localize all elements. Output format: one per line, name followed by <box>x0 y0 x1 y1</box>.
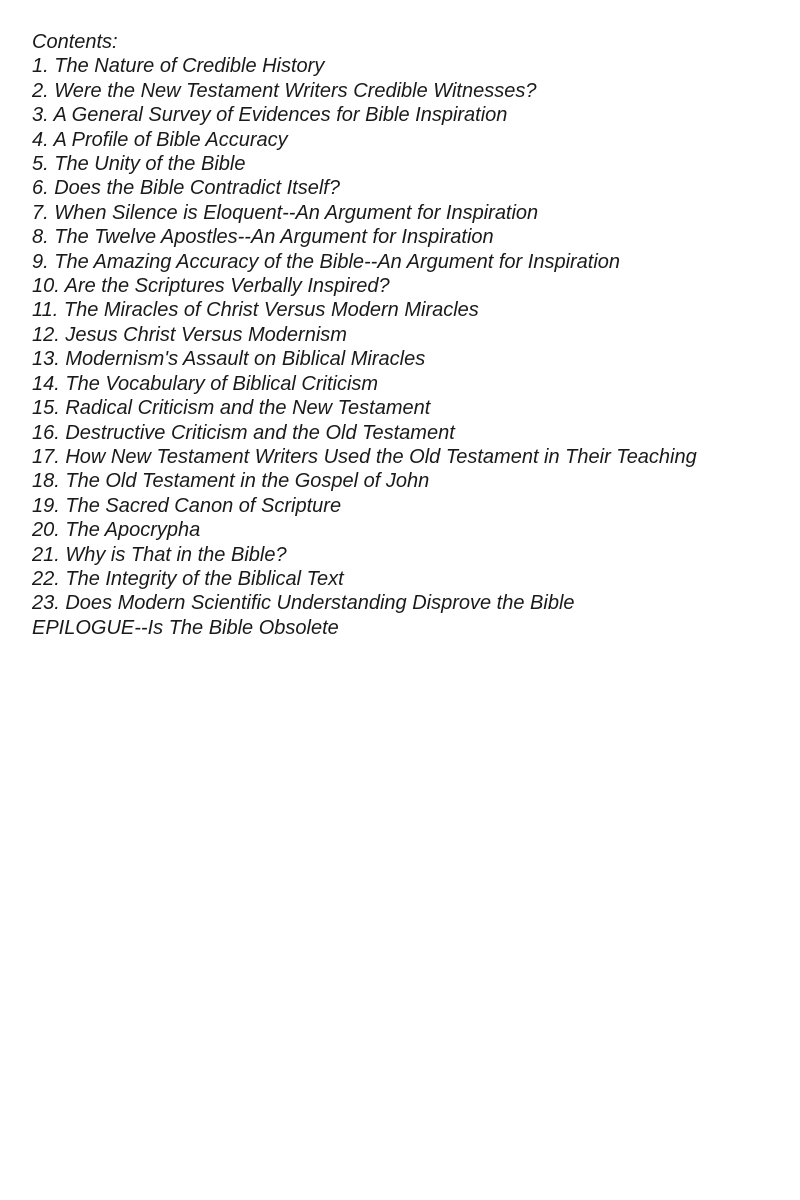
contents-item-10: 10. Are the Scriptures Verbally Inspired? <box>32 275 390 298</box>
contents-item-19: 19. The Sacred Canon of Scripture <box>32 494 342 517</box>
contents-item-5: 5. The Unity of the Bible <box>32 153 246 176</box>
contents-item-21: 21. Why is That in the Bible? <box>32 543 287 566</box>
contents-item-12: 12. Jesus Christ Versus Modernism <box>32 323 347 346</box>
contents-item-3: 3. A General Survey of Evidences for Bible Inspiration <box>32 104 508 127</box>
contents-item-13: 13. Modernism's Assault on Biblical Miracles <box>32 348 426 371</box>
contents-item-1: 1. The Nature of Credible History <box>32 55 325 78</box>
contents-item-7: 7. When Silence is Eloquent--An Argument for Inspiration <box>32 201 539 224</box>
contents-page <box>32 30 772 640</box>
contents-item-2: 2. Were the New Testament Writers Credible Witnesses? <box>32 79 537 102</box>
contents-item-22: 22. The Integrity of the Biblical Text <box>32 567 344 590</box>
contents-item-9: 9. The Amazing Accuracy of the Bible--An Argument for Inspiration <box>32 250 621 273</box>
contents-item-8: 8. The Twelve Apostles--An Argument for Inspiration <box>32 226 494 249</box>
contents-item-11: 11. The Miracles of Christ Versus Modern Miracles <box>32 299 479 322</box>
contents-item-16: 16. Destructive Criticism and the Old Testament <box>32 421 455 444</box>
contents-item-14: 14. The Vocabulary of Biblical Criticism <box>32 372 379 395</box>
contents-heading: Contents: <box>32 31 118 53</box>
contents-item-23: 23. Does Modern Scientific Understanding Disprove the Bible <box>32 592 575 615</box>
contents-item-6: 6. Does the Bible Contradict Itself? <box>32 177 340 200</box>
contents-item-20: 20. The Apocrypha <box>32 519 201 542</box>
contents-item-4: 4. A Profile of Bible Accuracy <box>32 128 288 151</box>
contents-item-epilogue: EPILOGUE--Is The Bible Obsolete <box>32 616 339 639</box>
contents-item-17: 17. How New Testament Writers Used the Old Testament in Their Teaching <box>32 445 697 468</box>
contents-item-15: 15. Radical Criticism and the New Testament <box>32 397 431 420</box>
contents-item-18: 18. The Old Testament in the Gospel of John <box>32 470 430 493</box>
